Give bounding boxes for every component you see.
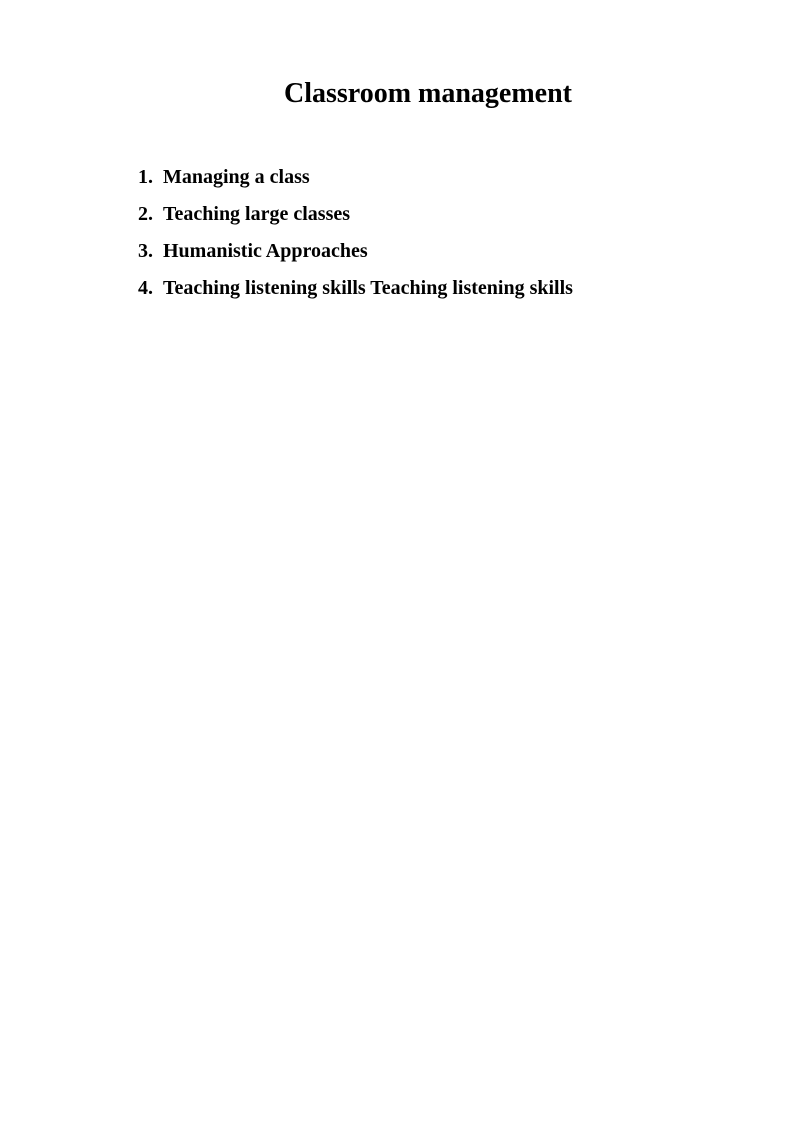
list-item — [138, 200, 573, 237]
topic-list — [138, 163, 573, 311]
list-item-number: 4. — [138, 277, 153, 299]
list-item — [138, 237, 573, 274]
list-item — [138, 163, 573, 200]
list-item-label: Managing a class — [163, 166, 310, 188]
list-item-number: 2. — [138, 203, 153, 225]
list-item-number: 3. — [138, 240, 153, 262]
list-item — [138, 274, 573, 311]
list-item-label: Teaching large classes — [163, 203, 351, 225]
page-title: Classroom management — [283, 78, 572, 109]
list-item-label: Teaching listening skills Teaching listening skills — [163, 277, 573, 299]
list-item-label: Humanistic Approaches — [163, 240, 368, 262]
list-item-number: 1. — [138, 166, 153, 188]
